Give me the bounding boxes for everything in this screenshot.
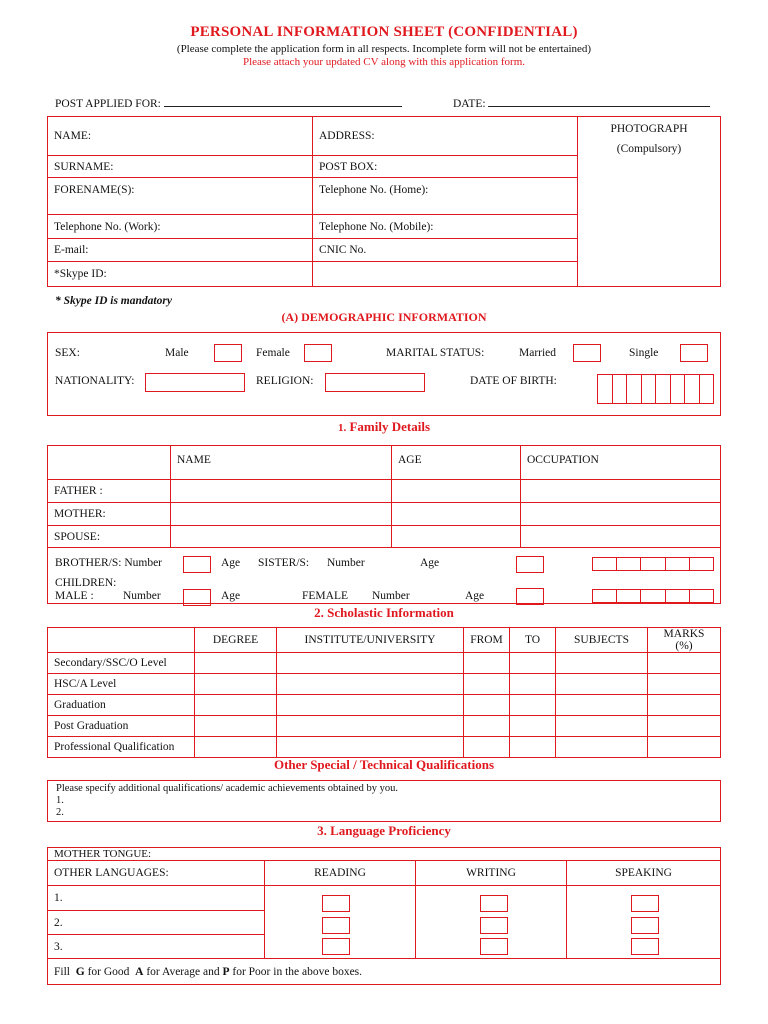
language-heading: 3. Language Proficiency [317, 823, 451, 838]
col-degree: DEGREE [195, 628, 277, 653]
date-label: DATE: [453, 96, 710, 110]
scholastic-heading: 2. Scholastic Information [314, 605, 454, 620]
other-qualifications-text: Please specify additional qualifications/ academic achievements obtained by you. [56, 783, 399, 794]
writing-box-2[interactable] [480, 917, 508, 934]
reading-box-2[interactable] [322, 917, 350, 934]
other-qualifications-box[interactable] [47, 780, 721, 822]
post-applied-line[interactable] [164, 96, 402, 107]
female-label: Female [256, 347, 290, 359]
language-table [47, 847, 721, 985]
tel-mobile-field[interactable]: Telephone No. (Mobile): [313, 215, 578, 239]
sex-label: SEX: [55, 347, 80, 359]
skype-note: * Skype ID is mandatory [55, 295, 172, 307]
male-age-label: Age [221, 590, 241, 602]
reading-box-1[interactable] [322, 895, 350, 912]
col-to: TO [510, 628, 556, 653]
mother-age-cell[interactable] [392, 503, 521, 526]
table-row [48, 695, 721, 716]
row-label: HSC/A Level [48, 674, 195, 695]
mother-name-cell[interactable] [171, 503, 392, 526]
table-row [48, 674, 721, 695]
dob-boxes[interactable] [597, 374, 714, 404]
demographic-heading: (A) DEMOGRAPHIC INFORMATION [281, 310, 487, 324]
male-label: Male [165, 347, 189, 359]
brothers-label: BROTHER/S: Number [55, 557, 163, 569]
skype-extra-field[interactable] [313, 262, 578, 287]
single-label: Single [629, 347, 659, 359]
married-label: Married [519, 347, 557, 359]
personal-info-table [47, 116, 721, 287]
children-label: CHILDREN: [55, 577, 117, 589]
sisters-box[interactable] [516, 556, 544, 573]
female-age-label: Age [465, 590, 485, 602]
col-writing: WRITING [416, 861, 567, 886]
spouse-name-cell[interactable] [171, 526, 392, 548]
marital-status-label: MARITAL STATUS: [386, 347, 485, 359]
photograph-label: PHOTOGRAPH [610, 123, 688, 135]
legend-row: Fill G for Good A for Average and P for Poor in the above boxes. [48, 959, 721, 985]
col-name: NAME [171, 446, 392, 480]
speaking-box-2[interactable] [631, 917, 659, 934]
speaking-box-1[interactable] [631, 895, 659, 912]
table-row [48, 716, 721, 737]
sisters-label: SISTER/S: [258, 557, 310, 569]
female-number-label: Number [372, 590, 410, 602]
spouse-label: SPOUSE: [48, 526, 171, 548]
qualification-item-1: 1. [56, 795, 64, 806]
female-checkbox[interactable] [304, 344, 332, 362]
col-age: AGE [392, 446, 521, 480]
language-row-3[interactable]: 3. [48, 935, 265, 959]
col-speaking: SPEAKING [567, 861, 721, 886]
cnic-field[interactable]: CNIC No. [313, 239, 578, 262]
religion-input[interactable] [325, 373, 425, 392]
father-label: FATHER : [48, 480, 171, 503]
address-field[interactable]: ADDRESS: [313, 117, 578, 156]
forename-field[interactable]: FORENAME(S): [48, 178, 313, 215]
row-label: Secondary/SSC/O Level [48, 653, 195, 674]
post-box-field[interactable]: POST BOX: [313, 156, 578, 178]
scholastic-table [47, 627, 721, 758]
col-marks: MARKS (%) [648, 628, 721, 653]
col-from: FROM [464, 628, 510, 653]
religion-label: RELIGION: [256, 375, 314, 387]
language-row-1[interactable]: 1. [48, 886, 265, 911]
name-field[interactable]: NAME: [48, 117, 313, 156]
cv-note: Please attach your updated CV along with this application form. [242, 56, 526, 68]
sisters-age-boxes[interactable] [592, 557, 714, 571]
col-institute: INSTITUTE/UNIVERSITY [277, 628, 464, 653]
father-occupation-cell[interactable] [521, 480, 721, 503]
writing-box-3[interactable] [480, 938, 508, 955]
father-name-cell[interactable] [171, 480, 392, 503]
col-occupation: OCCUPATION [521, 446, 721, 480]
father-age-cell[interactable] [392, 480, 521, 503]
skype-field[interactable]: *Skype ID: [48, 262, 313, 287]
email-field[interactable]: E-mail: [48, 239, 313, 262]
family-table [47, 445, 721, 604]
tel-home-field[interactable]: Telephone No. (Home): [313, 178, 578, 215]
form-title: PERSONAL INFORMATION SHEET (CONFIDENTIAL) [190, 24, 578, 40]
mother-occupation-cell[interactable] [521, 503, 721, 526]
table-row [48, 653, 721, 674]
row-label: Graduation [48, 695, 195, 716]
male-number-label: Number [123, 590, 161, 602]
brothers-age-label: Age [221, 557, 241, 569]
tel-work-field[interactable]: Telephone No. (Work): [48, 215, 313, 239]
mother-tongue-field[interactable]: MOTHER TONGUE: [48, 848, 721, 861]
writing-box-1[interactable] [480, 895, 508, 912]
row-label: Post Graduation [48, 716, 195, 737]
form-instructions: (Please complete the application form in all respects. Incomplete form will not be entertained) [176, 43, 592, 55]
reading-box-3[interactable] [322, 938, 350, 955]
male-children-box[interactable] [183, 589, 211, 606]
col-reading: READING [265, 861, 416, 886]
male-children-label: MALE : [55, 590, 94, 602]
photograph-note: (Compulsory) [616, 143, 682, 155]
family-heading: 1. Family Details [337, 419, 430, 434]
date-line[interactable] [488, 96, 710, 107]
male-checkbox[interactable] [214, 344, 242, 362]
surname-field[interactable]: SURNAME: [48, 156, 313, 178]
single-checkbox[interactable] [680, 344, 708, 362]
post-applied-label: POST APPLIED FOR: [55, 96, 402, 110]
dob-label: DATE OF BIRTH: [470, 375, 557, 387]
children-age-boxes[interactable] [592, 589, 714, 603]
female-children-box[interactable] [516, 588, 544, 605]
qualification-item-2: 2. [56, 807, 64, 818]
brothers-number-box[interactable] [183, 556, 211, 573]
nationality-input[interactable] [145, 373, 245, 392]
row-label: Professional Qualification [48, 737, 195, 758]
col-subjects: SUBJECTS [556, 628, 648, 653]
married-checkbox[interactable] [573, 344, 601, 362]
other-languages-label: OTHER LANGUAGES: [48, 861, 265, 886]
spouse-occupation-cell[interactable] [521, 526, 721, 548]
speaking-box-3[interactable] [631, 938, 659, 955]
sisters-number-label: Number [327, 557, 365, 569]
nationality-label: NATIONALITY: [55, 375, 135, 387]
table-row [48, 737, 721, 758]
mother-label: MOTHER: [48, 503, 171, 526]
sisters-age-label: Age [420, 557, 440, 569]
other-qualifications-heading: Other Special / Technical Qualifications [273, 757, 495, 772]
female-children-label: FEMALE [302, 590, 348, 602]
spouse-age-cell[interactable] [392, 526, 521, 548]
language-row-2[interactable]: 2. [48, 911, 265, 935]
photograph-box[interactable] [578, 117, 721, 287]
